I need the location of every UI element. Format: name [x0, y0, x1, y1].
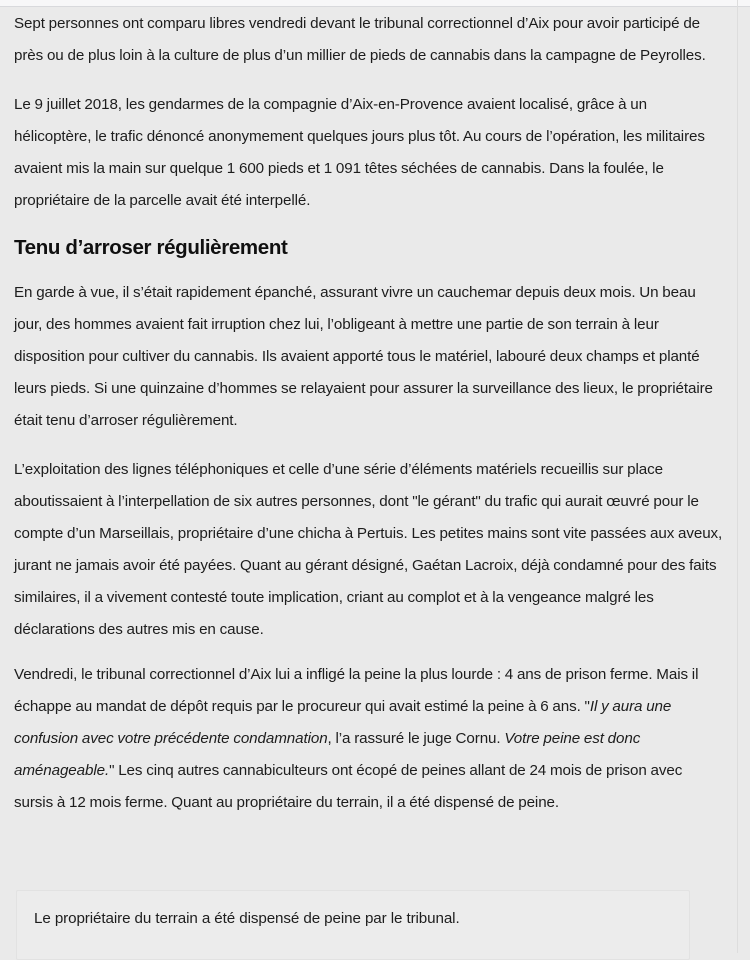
article-paragraph-1: Sept personnes ont comparu libres vendredi devant le tribunal correctionnel d’Aix pour avoir participé de près ou de plus loin à la culture de plus d’un millier de pieds de cannabis dans la campagne de Peyrolles.: [14, 15, 706, 64]
judge-quote-1: Il y aura une confusion avec votre précédente condamnation: [14, 698, 672, 747]
paragraph-5-text-a: Vendredi, le tribunal correctionnel d’Aix lui a infligé la peine la plus lourde : 4 ans de prison ferme. Mais il échappe au mandat de dépôt requis par le procureur qui avait estimé la peine à 6 ans. ": [14, 666, 699, 715]
page-top-bar: [0, 0, 750, 7]
pullquote-text: Le propriétaire du terrain a été dispensé de peine par le tribunal.: [34, 910, 460, 927]
article-paragraph-5: [14, 659, 724, 819]
article-paragraph-3: En garde à vue, il s’était rapidement épanché, assurant vivre un cauchemar depuis deux mois. Un beau jour, des hommes avaient fait irruption chez lui, l’obligeant à mettre une partie de son terrain à leur disposition pour cultiver du cannabis. Ils avaient apporté tous le matériel, labouré deux champs et planté leurs pieds. Si une quinzaine d’hommes se relayaient pour assurer la surveillance des lieux, le propriétaire était tenu d’arroser régulièrement.: [14, 284, 713, 429]
section-heading: Tenu d’arroser régulièrement: [14, 236, 288, 259]
article-body: [0, 8, 750, 836]
article-paragraph-4: L’exploitation des lignes téléphoniques et celle d’une série d’éléments matériels recueillis sur place aboutissaient à l’interpellation de six autres personnes, dont "le gérant" du trafic qui aurait œuvré pour le compte d’un Marseillais, propriétaire d’une chicha à Pertuis. Les petites mains sont vite passées aux aveux, jurant ne jamais avoir été payées. Quant au gérant désigné, Gaétan Lacroix, déjà condamné pour des faits similaires, il a vivement contesté toute implication, criant au complot et à la vengeance malgré les déclarations des autres mis en cause.: [14, 461, 723, 638]
paragraph-5-text-c: " Les cinq autres cannabiculteurs ont écopé de peines allant de 24 mois de prison avec sursis à 12 mois ferme. Quant au propriétaire du terrain, il a été dispensé de peine.: [14, 762, 683, 811]
paragraph-5-text-b: , l’a rassuré le juge Cornu.: [327, 730, 505, 747]
judge-quote-2: Votre peine est donc aménageable.: [14, 730, 641, 779]
article-paragraph-2: Le 9 juillet 2018, les gendarmes de la compagnie d’Aix-en-Provence avaient localisé, grâce à un hélicoptère, le trafic dénoncé anonymement quelques jours plus tôt. Au cours de l’opération, les militaires avaient mis la main sur quelque 1 600 pieds et 1 091 têtes séchées de cannabis. Dans la foulée, le propriétaire de la parcelle avait été interpellé.: [14, 96, 705, 209]
pullquote-box: [16, 890, 690, 960]
